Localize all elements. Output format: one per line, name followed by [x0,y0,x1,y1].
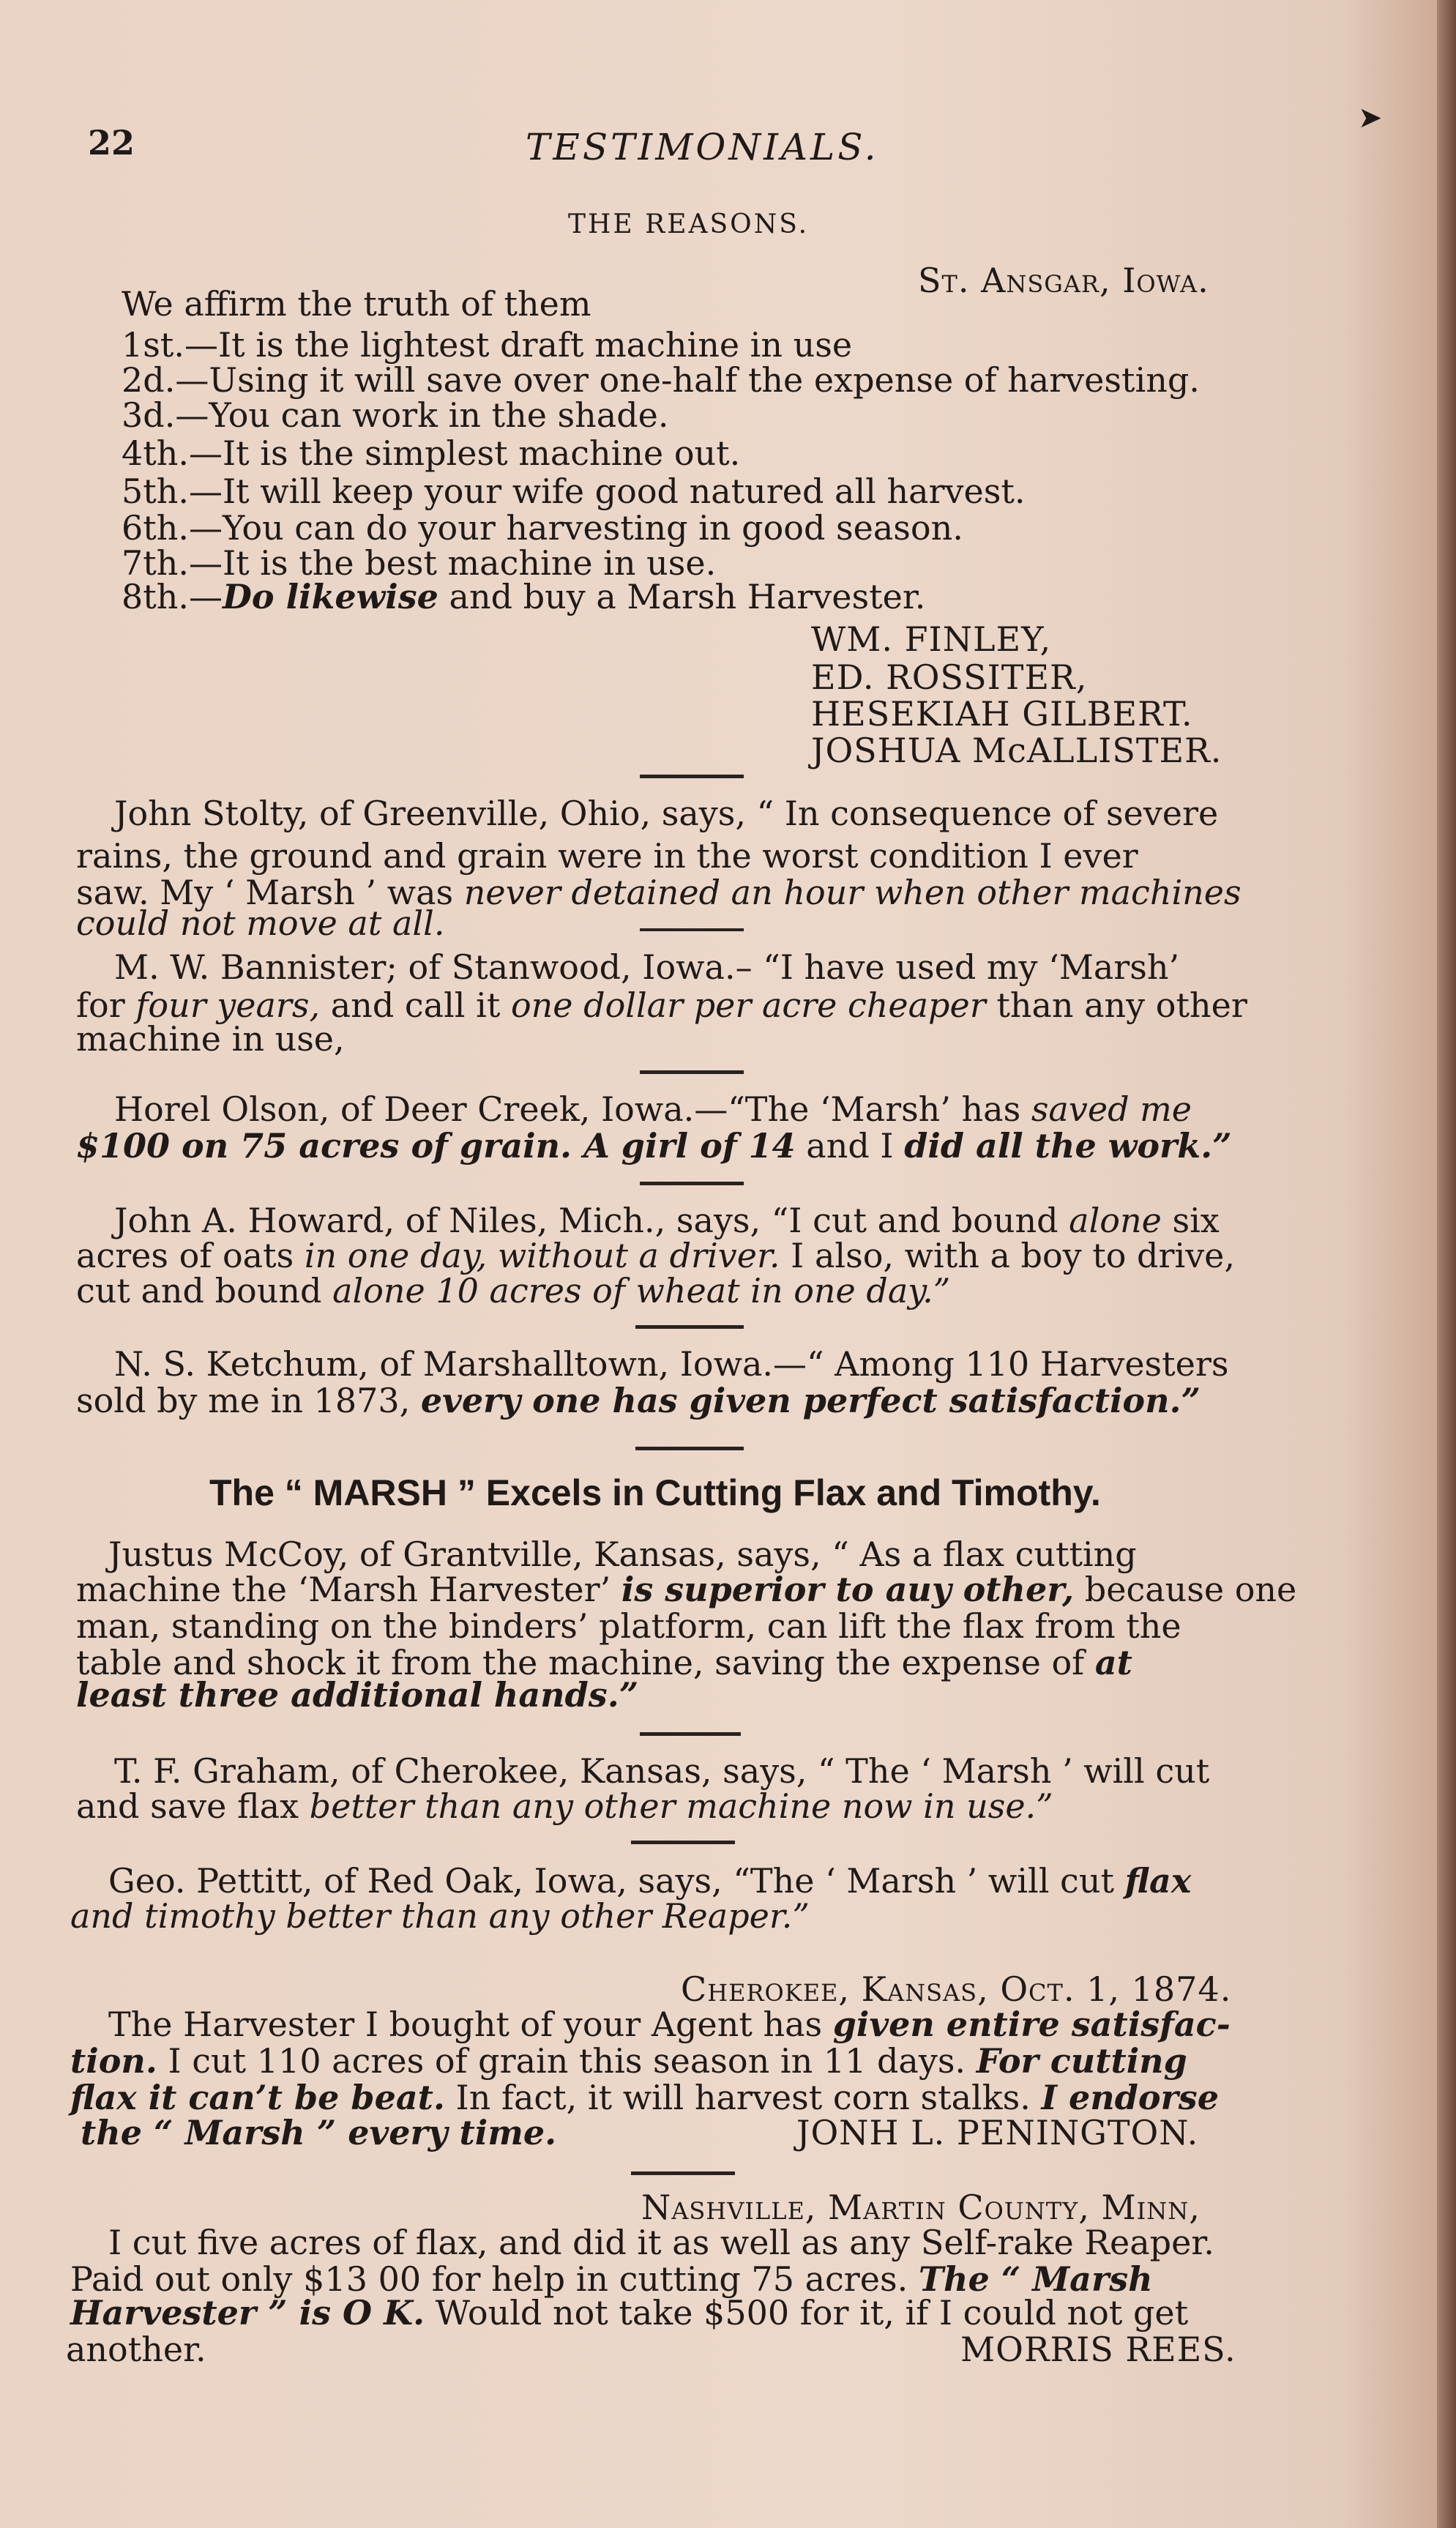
ornament-mark: ➤ [1358,101,1383,135]
text-span: because one [1074,1570,1297,1609]
text-line: machine in use, [76,1019,345,1059]
text-span-italic: alone 10 acres of wheat in one day.” [332,1271,951,1310]
text-line: M. W. Bannister; of Stanwood, Iowa.– “I have used my ‘Marsh’ [114,947,1180,987]
text-line: the “ Marsh ” every time. [81,2113,557,2152]
text-span: Horel Olson, of Deer Creek, Iowa.—“The ‘Marsh’ has [114,1089,1031,1129]
text-line [76,1237,1235,1274]
text-span-italic: I endorse [1041,2078,1219,2117]
reason-item: 7th.—It is the best machine in use. [122,543,717,583]
signer: WM. FINLEY, [811,619,1052,659]
text-span-italic: at [1094,1643,1132,1682]
text-span-italic: in one day, without a driver. [304,1236,780,1275]
text-line [76,1272,950,1309]
text-span: Geo. Pettitt, of Red Oak, Iowa, says, “The ‘ Marsh ’ will cut [108,1861,1125,1901]
text-line: John Stolty, of Greenville, Ohio, says, “ In consequence of severe [114,794,1219,833]
text-span: Paid out only $13 00 for help in cutting 75 acres. [70,2259,919,2299]
text-line: Justus McCoy, of Grantville, Kansas, says, “ As a flax cutting [108,1535,1137,1574]
text-span-italic: one dollar per acre cheaper [510,985,986,1025]
text-span: Would not take $500 for it, if I could not get [425,2293,1189,2333]
text-span-italic: saved me [1031,1089,1192,1129]
text-span-italic: Harvester ” is O K. [70,2293,425,2333]
text-span-italic: is superior to auy other, [621,1570,1075,1609]
signer: HESEKIAH GILBERT. [811,694,1193,734]
place-line: Nashville, Martin County, Minn, [641,2188,1201,2227]
text-span: I also, with a boy to drive, [780,1236,1236,1275]
text-span-italic: never detained an hour when other machines [463,873,1242,912]
text-line [108,2006,1231,2043]
signer: ED. ROSSITER, [811,657,1088,697]
reasons-intro: We affirm the truth of them [122,284,591,324]
reason-item: 4th.—It is the simplest machine out. [122,433,741,473]
text-span-italic: four years, [135,985,321,1025]
divider [640,1732,741,1736]
reason-item-8 [122,578,925,615]
text-line: another. [66,2330,206,2369]
text-span: sold by me in 1873, [76,1381,421,1420]
text-line [76,1127,1232,1164]
place-line: Cherokee, Kansas, Oct. 1, 1874. [681,1969,1232,2009]
text-span-italic: better than any other machine now in use.” [309,1786,1053,1826]
reason-item: 1st.—It is the lightest draft machine in use [122,325,853,365]
text-span: I cut 110 acres of grain this season in 11 days. [157,2041,977,2081]
flax-heading: The “ MARSH ” Excels in Cutting Flax and Timothy. [209,1472,1101,1513]
reason-item: 3d.—You can work in the shade. [122,395,669,435]
text-span: for [76,985,136,1025]
text-line: and timothy better than any other Reaper.” [70,1896,810,1936]
text-span-italic: every one has given perfect satisfaction.” [420,1381,1201,1420]
text-span: In fact, it will harvest corn stalks. [444,2078,1042,2117]
signer: JONH L. PENINGTON. [796,2113,1199,2152]
text-line [70,2294,1188,2331]
running-head: TESTIMONIALS. [526,126,879,168]
text-span-italic: did all the work.” [904,1126,1232,1166]
reasons-place: St. Ansgar, Iowa. [918,261,1209,300]
text-line [70,2043,1187,2079]
reason-item: 2d.—Using it will save over one-half the expense of harvesting. [122,360,1200,400]
text-span-italic: The “ Marsh [918,2259,1153,2299]
text-span-italic: tion. [70,2041,157,2081]
text-line [114,1202,1220,1239]
signer: MORRIS REES. [960,2330,1236,2369]
text-line [114,1091,1192,1127]
text-span: than any other [985,985,1247,1025]
text-span-italic: given entire satisfac- [832,2005,1231,2044]
divider [635,1447,744,1450]
reason-item: 5th.—It will keep your wife good natured all harvest. [122,471,1026,511]
text-line [70,2261,1153,2297]
text-span: The Harvester I bought of your Agent has [108,2005,833,2044]
text-span: and call it [320,985,511,1025]
text-span-italic: For cutting [976,2041,1187,2081]
text-span: John A. Howard, of Niles, Mich., says, “I cut and bound [114,1201,1069,1240]
divider [631,1841,735,1844]
text-line: man, standing on the binders’ platform, can lift the flax from the [76,1606,1181,1646]
text-line: least three additional hands.” [76,1675,639,1715]
reason-8-italic: Do likewise [223,577,438,616]
text-span: six [1161,1201,1220,1240]
text-span: machine the ‘Marsh Harvester’ [76,1570,621,1609]
page-edge [1437,0,1456,2528]
text-span: cut and bound [76,1271,333,1310]
reason-8-rest: and buy a Marsh Harvester. [438,577,926,616]
reasons-heading: THE REASONS. [568,209,810,239]
divider [640,1182,744,1185]
text-span: table and shock it from the machine, saving the expense of [76,1643,1095,1682]
text-span-italic: $100 on 75 acres of grain. A girl of 14 [76,1126,796,1166]
text-line: rains, the ground and grain were in the worst condition I ever [76,836,1138,876]
text-line: T. F. Graham, of Cherokee, Kansas, says, “ The ‘ Marsh ’ will cut [114,1751,1210,1791]
text-span: and save flax [76,1786,310,1826]
text-line [108,1863,1191,1899]
text-line [76,1571,1296,1608]
divider [640,1070,744,1074]
page-number: 22 [88,123,135,163]
text-line [70,2079,1219,2116]
divider [640,928,744,931]
text-line [76,1788,1053,1824]
text-line: I cut five acres of flax, and did it as well as any Self-rake Reaper. [108,2223,1214,2262]
text-line [76,987,1247,1023]
text-line [76,1382,1201,1419]
text-span-italic: alone [1069,1201,1162,1240]
text-span-italic: flax [1124,1861,1192,1901]
text-line: could not move at all. [76,903,445,943]
text-span: saw. My ‘ Marsh ’ was [76,873,464,912]
divider [631,2171,735,2175]
signer: JOSHUA McALLISTER. [811,731,1222,770]
divider [640,775,744,778]
reason-item: 6th.—You can do your harvesting in good season. [122,508,963,548]
divider [635,1325,744,1329]
text-span: acres of oats [76,1236,305,1275]
text-span-italic: flax it can’t be beat. [70,2078,445,2117]
reason-8-prefix: 8th.— [122,577,223,616]
text-line: N. S. Ketchum, of Marshalltown, Iowa.—“ Among 110 Harvesters [114,1344,1229,1384]
text-span: and I [795,1126,905,1166]
